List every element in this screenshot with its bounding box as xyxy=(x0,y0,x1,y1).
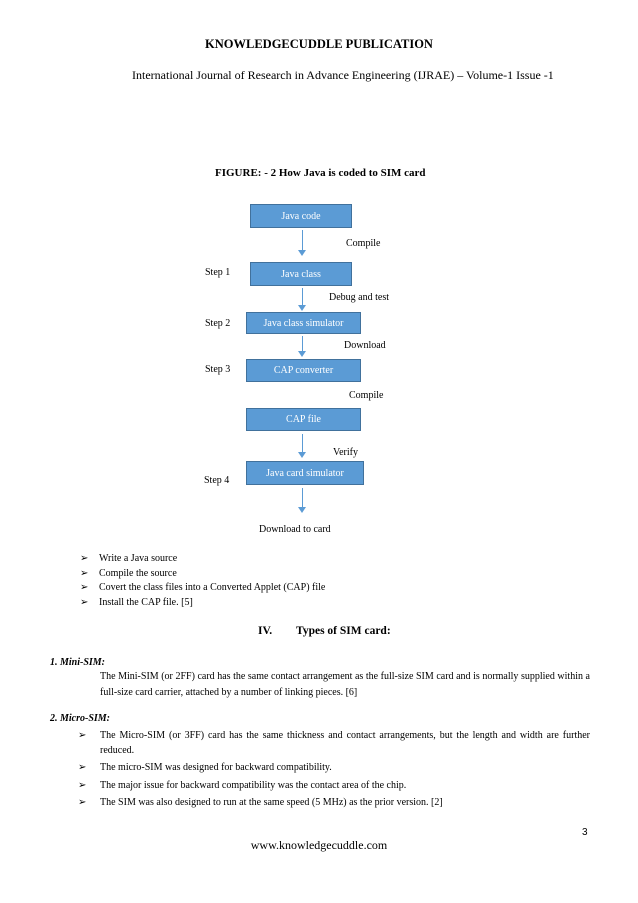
arrow-bullet-icon: ➢ xyxy=(80,596,89,608)
section-title: Types of SIM card: xyxy=(296,625,391,637)
label-verify: Verify xyxy=(333,447,358,458)
box-java-card-simulator: Java card simulator xyxy=(246,461,364,485)
mini-sim-paragraph: The Mini-SIM (or 2FF) card has the same contact arrangement as the full-size SIM card and is normally supplied within a full-size card carrier, attached by a number of linking pieces. [6] xyxy=(100,671,590,698)
list-item: ➢ The Micro-SIM (or 3FF) card has the same thickness and contact arrangements, but the length and width are further reduced. xyxy=(78,730,590,756)
label-download: Download xyxy=(344,340,386,351)
arrow-bullet-icon: ➢ xyxy=(78,730,87,741)
arrow-bullet-icon: ➢ xyxy=(80,567,89,579)
list-item: ➢ The major issue for backward compatibility was the contact area of the chip. xyxy=(78,779,590,794)
arrow-bullet-icon: ➢ xyxy=(78,779,87,791)
list-item: ➢ The micro-SIM was designed for backward compatibility. xyxy=(78,761,590,776)
section-number: IV. xyxy=(258,625,273,637)
section-heading xyxy=(258,625,391,637)
label-download-to-card: Download to card xyxy=(259,524,331,535)
box-java-class: Java class xyxy=(250,262,352,286)
box-cap-file: CAP file xyxy=(246,408,361,431)
arrow-bullet-icon: ➢ xyxy=(80,582,89,593)
box-cap-converter: CAP converter xyxy=(246,359,361,382)
list-item: ➢ Install the CAP file. [5] xyxy=(80,596,580,611)
step-3-label: Step 3 xyxy=(205,364,231,375)
list-item: ➢ Write a Java source xyxy=(80,552,580,567)
arrow-bullet-icon: ➢ xyxy=(80,553,89,564)
publisher-name: KNOWLEDGECUDDLE PUBLICATION xyxy=(205,37,433,51)
label-debug-test: Debug and test xyxy=(329,292,389,303)
arrow-bullet-icon: ➢ xyxy=(78,797,87,808)
step-2-label: Step 2 xyxy=(205,318,231,329)
box-java-class-simulator: Java class simulator xyxy=(246,312,361,334)
list-item: ➢ The SIM was also designed to run at the same speed (5 MHz) as the prior version. [2] xyxy=(78,796,590,811)
steps-list xyxy=(80,552,580,610)
arrow-bullet-icon: ➢ xyxy=(78,762,87,773)
step-4-label: Step 4 xyxy=(204,475,230,486)
footer-website: www.knowledgecuddle.com xyxy=(250,838,388,852)
list-item: ➢ Covert the class files into a Converted Applet (CAP) file xyxy=(80,581,580,596)
micro-sim-heading: 2. Micro-SIM: xyxy=(50,713,111,724)
mini-sim-heading: 1. Mini-SIM: xyxy=(50,657,106,668)
list-item: ➢ Compile the source xyxy=(80,567,580,582)
page-number: 3 xyxy=(582,827,588,838)
label-compile-1: Compile xyxy=(346,238,381,249)
step-1-label: Step 1 xyxy=(205,267,231,278)
journal-title: International Journal of Research in Advance Engineering (IJRAE) – Volume-1 Issue -1 xyxy=(132,68,554,82)
label-compile-2: Compile xyxy=(349,390,384,401)
micro-sim-list xyxy=(78,729,590,811)
figure-caption: FIGURE: - 2 How Java is coded to SIM card xyxy=(215,167,426,179)
box-java-code: Java code xyxy=(250,204,352,228)
